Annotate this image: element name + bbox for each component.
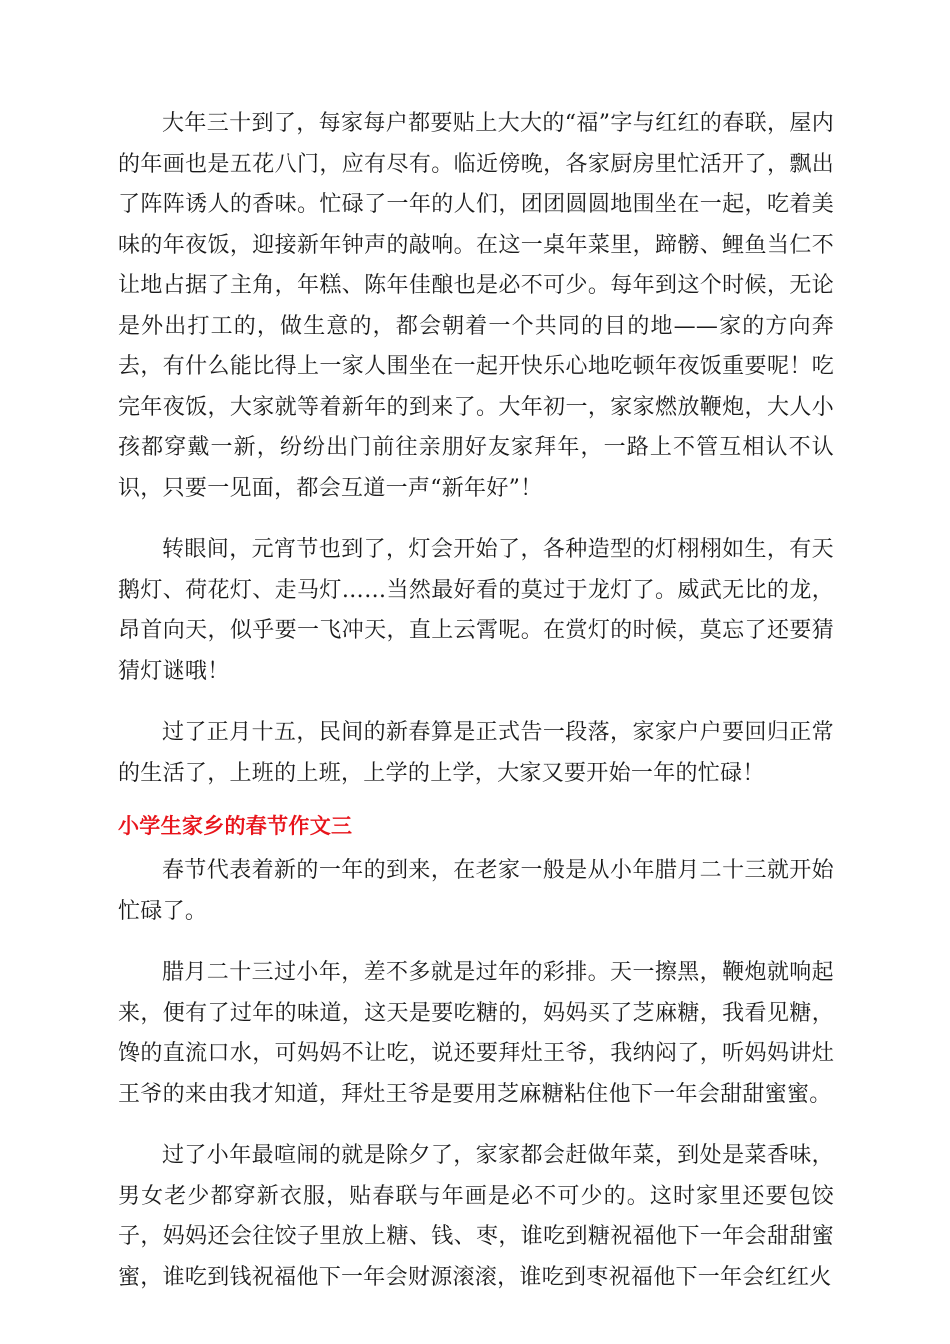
paragraph-lantern-festival: 转眼间，元宵节也到了，灯会开始了，各种造型的灯栩栩如生，有天鹅灯、荷花灯、走马灯……当然最好看的莫过于龙灯了。威武无比的龙，昂首向天，似乎要一飞冲天，直上云霄呢。在赏灯的时候，莫忘了还要猜猜灯谜哦！: [118, 537, 834, 684]
article-body: [118, 104, 834, 1319]
section-heading: 小学生家乡的春节作文三: [118, 814, 353, 838]
paragraph-chuxi: 过了小年最喧闹的就是除夕了，家家都会赶做年菜，到处是菜香味，男女老少都穿新衣服，贴春联与年画是必不可少的。这时家里还要包饺子，妈妈还会往饺子里放上糖、钱、枣，谁吃到糖祝福他下一年会甜甜蜜蜜，谁吃到钱祝福他下一年会财源滚滚，谁吃到枣祝福他下一年会红红火: [118, 1143, 834, 1290]
paragraph-new-years-eve: 大年三十到了，每家每户都要贴上大大的“福”字与红红的春联，屋内的年画也是五花八门，应有尽有。临近傍晚，各家厨房里忙活开了，飘出了阵阵诱人的香味。忙碌了一年的人们，团团圆圆地围坐在一起，吃着美味的年夜饭，迎接新年钟声的敲响。在这一桌年菜里，蹄髈、鲤鱼当仁不让地占据了主角，年糕、陈年佳酿也是必不可少。每年到这个时候，无论是外出打工的，做生意的，都会朝着一个共同的目的地——家的方向奔去，有什么能比得上一家人围坐在一起开快乐心地吃顿年夜饭重要呢！吃完年夜饭，大家就等着新年的到来了。大年初一，家家燃放鞭炮，大人小孩都穿戴一新，纷纷出门前往亲朋好友家拜年，一路上不管互相认不认识，只要一见面，都会互道一声“新年好”！: [118, 111, 834, 501]
paragraph-spring-festival-intro: 春节代表着新的一年的到来，在老家一般是从小年腊月二十三就开始忙碌了。: [118, 858, 834, 924]
paragraph-end-of-festival: 过了正月十五，民间的新春算是正式告一段落，家家户户要回归正常的生活了，上班的上班，上学的上学，大家又要开始一年的忙碌！: [118, 720, 834, 786]
paragraph-little-new-year: 腊月二十三过小年，差不多就是过年的彩排。天一擦黑，鞭炮就响起来，便有了过年的味道，这天是要吃糖的，妈妈买了芝麻糖，我看见糖，馋的直流口水，可妈妈不让吃，说还要拜灶王爷，我纳闷了，听妈妈讲灶王爷的来由我才知道，拜灶王爷是要用芝麻糖粘住他下一年会甜甜蜜蜜。: [118, 960, 834, 1107]
